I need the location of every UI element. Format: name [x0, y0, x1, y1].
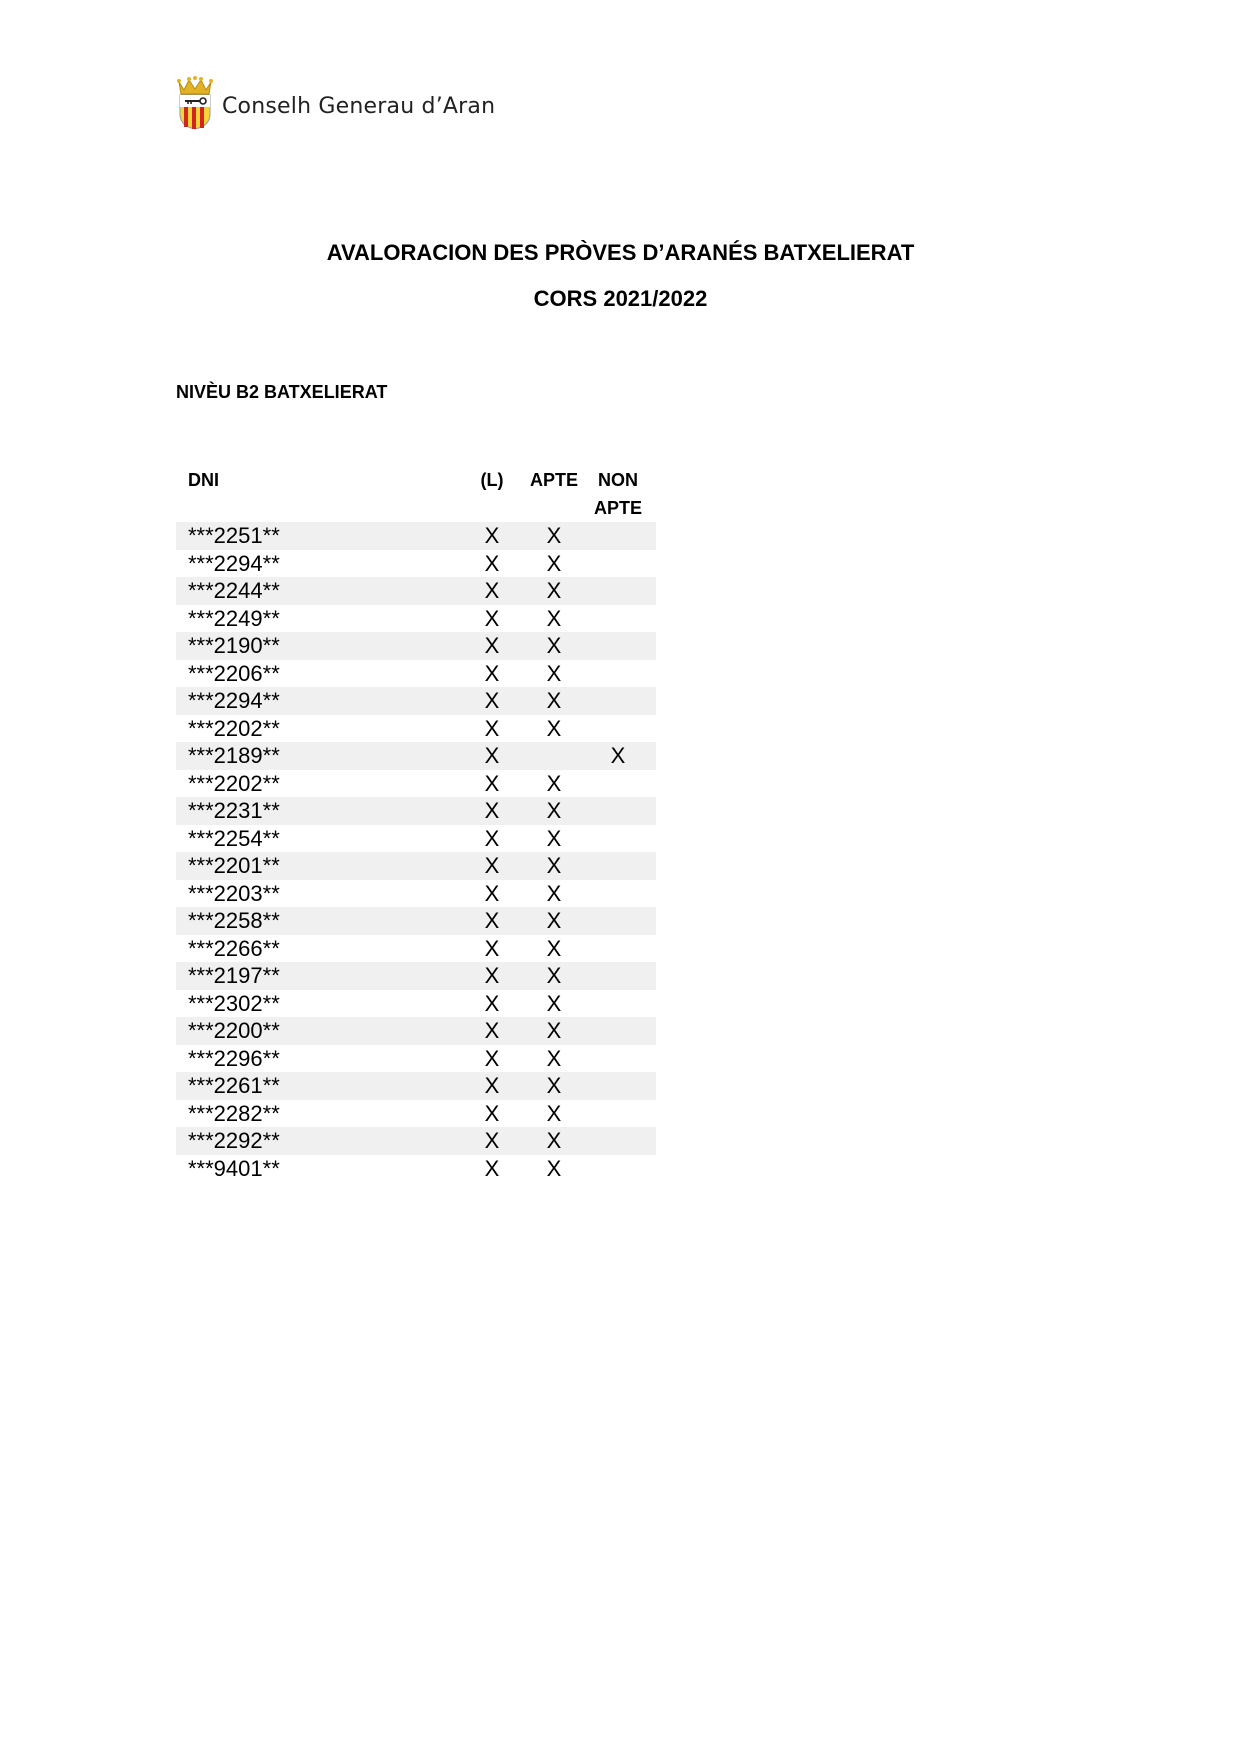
table-row: [176, 1155, 656, 1183]
table-row: [176, 1017, 656, 1045]
organization-name: Conselh Generau d’Aran: [222, 93, 496, 119]
cell-l: X: [484, 550, 500, 576]
section-heading: NIVÈU B2 BATXELIERAT: [176, 382, 388, 402]
cell-dni: ***2249**: [188, 605, 280, 631]
cell-dni: ***2282**: [188, 1100, 280, 1126]
cell-dni: ***2251**: [188, 523, 280, 548]
table-row: [176, 935, 656, 963]
cell-dni: ***2206**: [188, 660, 280, 686]
cell-non-apte: [580, 825, 656, 853]
cell-apte: X: [546, 715, 562, 741]
cell-apte: X: [546, 825, 562, 851]
cell-l: X: [484, 605, 500, 631]
cell-apte: X: [546, 935, 562, 961]
cell-dni: ***2202**: [188, 715, 280, 741]
cell-non-apte: [580, 907, 656, 935]
table-row: [176, 742, 656, 770]
cell-apte: X: [546, 1018, 562, 1043]
cell-l: X: [484, 1018, 500, 1043]
column-header-dni: DNI: [188, 470, 219, 490]
table-row: [176, 550, 656, 578]
cell-dni: ***2296**: [188, 1045, 280, 1071]
cell-non-apte: [580, 1127, 656, 1155]
cell-apte: X: [546, 550, 562, 576]
aran-coat-of-arms-icon: [176, 74, 214, 130]
cell-l: X: [484, 1155, 500, 1181]
table-row: [176, 962, 656, 990]
table-row: [176, 687, 656, 715]
cell-l: X: [484, 963, 500, 988]
table-row: [176, 1072, 656, 1100]
results-table: [176, 466, 656, 1182]
cell-l: X: [484, 1045, 500, 1071]
cell-dni: ***2244**: [188, 578, 280, 603]
cell-non-apte: [580, 550, 656, 578]
cell-apte: X: [546, 578, 562, 603]
cell-dni: ***2294**: [188, 688, 280, 713]
table-body: [176, 522, 656, 1182]
cell-l: X: [484, 660, 500, 686]
cell-l: X: [484, 1100, 500, 1126]
table-row: [176, 577, 656, 605]
cell-non-apte: [580, 1072, 656, 1100]
table-row: [176, 605, 656, 633]
table-row: [176, 770, 656, 798]
cell-non-apte: [580, 1100, 656, 1128]
cell-dni: ***2200**: [188, 1018, 280, 1043]
cell-apte: X: [546, 688, 562, 713]
cell-dni: ***9401**: [188, 1155, 280, 1181]
cell-apte: X: [546, 1128, 562, 1153]
cell-dni: ***2190**: [188, 633, 280, 658]
table-row: [176, 660, 656, 688]
column-header-non-apte-line2: APTE: [593, 498, 642, 518]
cell-non-apte: [580, 660, 656, 688]
cell-non-apte: [580, 1155, 656, 1183]
cell-non-apte: [580, 962, 656, 990]
cell-apte: X: [546, 880, 562, 906]
cell-dni: ***2201**: [188, 853, 280, 878]
cell-apte: X: [546, 990, 562, 1016]
cell-apte: X: [546, 660, 562, 686]
cell-non-apte: [580, 935, 656, 963]
cell-dni: ***2254**: [188, 825, 280, 851]
cell-l: X: [484, 633, 500, 658]
cell-apte: X: [546, 1155, 562, 1181]
cell-l: X: [484, 825, 500, 851]
cell-apte: X: [546, 605, 562, 631]
table-row: [176, 1127, 656, 1155]
cell-apte: X: [546, 770, 562, 796]
cell-l: X: [484, 743, 500, 768]
cell-l: X: [484, 770, 500, 796]
table-row: [176, 990, 656, 1018]
document-title: AVALORACION DES PRÒVES D’ARANÉS BATXELIERAT: [326, 240, 915, 265]
cell-l: X: [484, 578, 500, 603]
cell-l: X: [484, 798, 500, 823]
cell-non-apte: [580, 632, 656, 660]
cell-apte: X: [546, 1073, 562, 1098]
cell-apte: X: [546, 523, 562, 548]
cell-l: X: [484, 1128, 500, 1153]
cell-non-apte: [580, 797, 656, 825]
cell-non-apte: [580, 577, 656, 605]
table-row: [176, 797, 656, 825]
cell-non-apte: [580, 715, 656, 743]
cell-non-apte: [580, 1017, 656, 1045]
column-header-non-apte-line1: NON: [598, 470, 638, 490]
column-header-non-apte: [580, 466, 656, 522]
cell-l: X: [484, 853, 500, 878]
cell-dni: ***2258**: [188, 908, 280, 933]
cell-l: X: [484, 715, 500, 741]
cell-dni: ***2266**: [188, 935, 280, 961]
cell-non-apte: [580, 852, 656, 880]
cell-dni: ***2197**: [188, 963, 280, 988]
cell-apte: X: [546, 1100, 562, 1126]
cell-non-apte: [580, 605, 656, 633]
cell-non-apte: [580, 687, 656, 715]
cell-l: X: [484, 1073, 500, 1098]
cell-l: X: [484, 908, 500, 933]
column-header-apte: APTE: [529, 470, 578, 490]
cell-non-apte: X: [610, 743, 626, 768]
cell-non-apte: [580, 990, 656, 1018]
cell-dni: ***2261**: [188, 1073, 280, 1098]
table-row: [176, 632, 656, 660]
cell-apte: X: [546, 963, 562, 988]
table-row: [176, 1045, 656, 1073]
cell-apte: X: [546, 853, 562, 878]
cell-dni: ***2203**: [188, 880, 280, 906]
cell-l: X: [484, 880, 500, 906]
table-row: [176, 1100, 656, 1128]
header-logo: [176, 74, 495, 130]
cell-l: X: [484, 935, 500, 961]
table-row: [176, 880, 656, 908]
table-row: [176, 852, 656, 880]
cell-dni: ***2231**: [188, 798, 280, 823]
cell-apte: X: [546, 798, 562, 823]
cell-non-apte: [580, 522, 656, 550]
cell-l: X: [484, 688, 500, 713]
cell-l: X: [484, 990, 500, 1016]
cell-dni: ***2302**: [188, 990, 280, 1016]
column-header-l: (L): [480, 470, 504, 490]
cell-dni: ***2189**: [188, 743, 280, 768]
cell-non-apte: [580, 880, 656, 908]
cell-apte: X: [546, 908, 562, 933]
cell-apte: [528, 742, 580, 770]
cell-dni: ***2292**: [188, 1128, 280, 1153]
cell-non-apte: [580, 1045, 656, 1073]
table-row: [176, 715, 656, 743]
table-row: [176, 825, 656, 853]
table-header: [176, 466, 656, 522]
cell-dni: ***2294**: [188, 550, 280, 576]
cell-apte: X: [546, 1045, 562, 1071]
table-row: [176, 522, 656, 550]
table-row: [176, 907, 656, 935]
cell-dni: ***2202**: [188, 770, 280, 796]
document-subtitle: CORS 2021/2022: [533, 286, 708, 311]
cell-apte: X: [546, 633, 562, 658]
cell-l: X: [484, 523, 500, 548]
cell-non-apte: [580, 770, 656, 798]
